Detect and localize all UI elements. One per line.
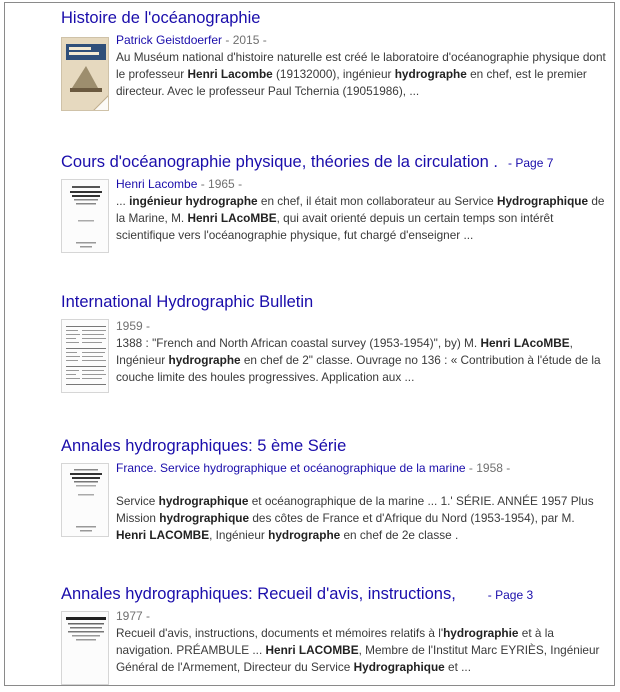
highlighted-term: hydrographie [443,626,519,640]
snippet-text: ... [116,194,130,208]
book-cover-thumbnail[interactable] [61,463,109,537]
result-snippet [116,49,608,100]
snippet-text: en chef, il était mon collaborateur au Service [257,194,497,208]
snippet-text: Recueil d'avis, instructions, documents et mémoires relatifs à l' [116,626,444,640]
result-author-link[interactable]: Henri Lacombe [116,177,198,191]
result-title-link[interactable]: Cours d'océanographie physique, théories de la circulation . [61,153,499,171]
result-snippet [116,335,608,386]
result-date: 1959 - [116,319,151,333]
snippet-text: Au Muséum national d'histoire naturelle est créé le laboratoire d'océanographie physique dont le professeur [116,50,606,81]
result-title-row [61,585,533,604]
page-link[interactable]: - Page 3 [487,588,534,602]
result-meta [116,177,242,191]
result-title-link[interactable]: Histoire de l'océanographie [61,9,261,27]
highlighted-term: Henri Lacombe [187,67,273,81]
snippet-text: , Ingénieur [209,528,269,542]
snippet-text: en chef, est le premier directeur. Avec le professeur Paul Tchernia (19051986), ... [116,67,587,98]
result-title-link[interactable]: International Hydrographic Bulletin [61,293,314,311]
result-title-row [61,293,313,312]
snippet-text: Service [116,494,159,508]
search-results-panel [4,2,615,686]
snippet-text: 1388 : "French and North African coastal survey (1953-1954)", by) M. [116,336,481,350]
result-title-row [61,153,553,172]
snippet-text: en chef de 2" classe. Ouvrage no 136 : « Contribution à l'étude de la couche limite des houles progressives. Application aux ... [116,353,601,384]
snippet-text: de la Marine, M. [116,194,605,225]
highlighted-term: hydrographe [268,528,341,542]
book-cover-thumbnail[interactable] [61,179,109,253]
page-link[interactable]: - Page 7 [508,156,554,170]
result-meta [116,461,510,475]
result-title-row [61,9,260,28]
snippet-text: des côtes de France et d'Afrique du Nord (1953-1954), par M. [249,511,575,525]
result-snippet [116,493,608,544]
result-title-link[interactable]: Annales hydrographiques: 5 ème Série [61,437,347,455]
snippet-text: (19132000), ingénieur [272,67,395,81]
result-date: - 1958 - [465,461,511,475]
highlighted-term: Henri LAcoMBE [187,211,277,225]
book-cover-thumbnail[interactable] [61,37,109,111]
highlighted-term: Henri LACOMBE [116,528,210,542]
result-date: - 2015 - [222,33,267,47]
snippet-text: en chef de 2e classe . [340,528,459,542]
highlighted-term: hydrographe [168,353,241,367]
result-title-row [61,437,346,456]
snippet-text: et à la navigation. PRÉAMBULE ... [116,626,554,657]
highlighted-term: hydrographique [159,511,250,525]
result-meta [116,319,150,333]
book-cover-thumbnail[interactable] [61,611,109,685]
result-meta [116,609,150,623]
result-meta [116,33,267,47]
snippet-text: , Membre de l'Institut Marc EYRIÈS, Ingénieur Général de l'Armement, Directeur du Service [116,643,600,674]
snippet-text: et océanographique de la marine ... 1.' SÉRIE. ANNÉE 1957 Plus Mission [116,494,594,525]
result-snippet [116,625,608,676]
snippet-text: , Ingénieur [116,336,573,367]
result-author-link[interactable]: France. Service hydrographique et océanographique de la marine [116,461,466,475]
highlighted-term: ingénieur hydrographe [129,194,258,208]
result-date: 1977 - [116,609,151,623]
snippet-text: , qui avait orienté depuis un certain temps son intérêt scientifique vers l'océanographie physique, fut chargé d'enseigner ... [116,211,554,242]
highlighted-term: hydrographique [158,494,249,508]
highlighted-term: Hydrographique [496,194,589,208]
result-author-link[interactable]: Patrick Geistdoerfer [116,33,223,47]
snippet-text: et ... [444,660,471,674]
highlighted-term: Henri LAcoMBE [480,336,570,350]
book-cover-thumbnail[interactable] [61,319,109,393]
result-date: - 1965 - [197,177,243,191]
result-snippet [116,193,608,244]
highlighted-term: hydrographe [394,67,467,81]
result-title-link[interactable]: Annales hydrographiques: Recueil d'avis, instructions, [61,585,456,603]
highlighted-term: Hydrographique [353,660,445,674]
highlighted-term: Henri LACOMBE [265,643,359,657]
